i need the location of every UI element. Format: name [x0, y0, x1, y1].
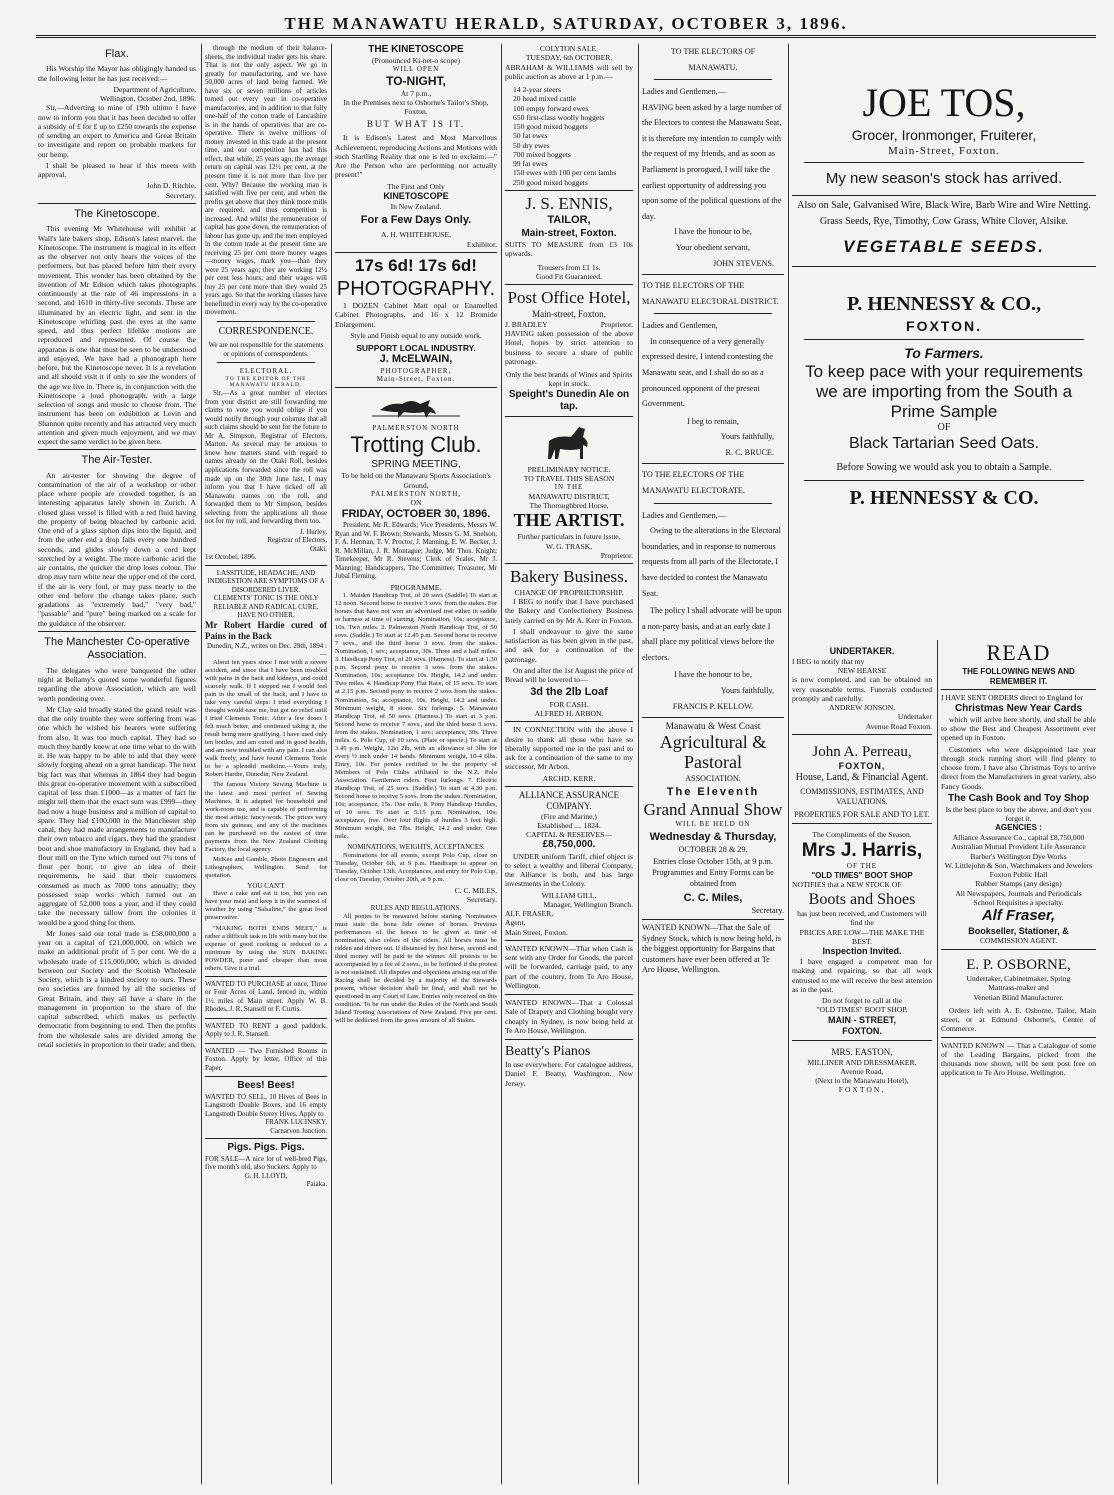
flax-date: Wellington, October 2nd, 1896.: [100, 94, 196, 104]
read-orders: I HAVE SENT ORDERS direct to England for: [941, 693, 1084, 703]
easton-name: MRS. EASTON,: [831, 1046, 893, 1057]
stock-item: 150 ewes with 100 per cent lambs: [513, 168, 617, 178]
sewing-machine-ad: The famous Victory Sewing Machine is the latest and most perfect of Sewing Machines. It is adapted for household and work-room use, and is capable of performing the most artistic fancy-work. The prices vary from six guineas, and any of the machines can be purchased on the easiest of time payments from the New Zealand Clothing Factory, the local agency.: [205, 781, 327, 853]
easton-trade: MILLINER AND DRESSMAKER,: [807, 1057, 917, 1067]
pigs-ad: FOR SALE—A nice lot of well-bred Pigs, five month's old, also Suckers. Apply to: [205, 1154, 327, 1172]
read-following: THE FOLLOWING NEWS AND REMEMBER IT.: [962, 666, 1075, 686]
flax-body-2: I shall be pleased to hear if this meets with approval.: [38, 160, 196, 180]
baking-powder-ad: "MAKING BOTH ENDS MEET," is rather a difficult task in life with many but the expense of good cooking is reduced to a minimum by using the SUN BAKING POWDER, purer and cheaper than most others. Give it a trial.: [205, 924, 327, 972]
harris-repairs: I have engaged a competent man for making and repairing, so that all work entrusted to me will receive the best attention as in the past.: [792, 957, 932, 994]
bruce-address: In consequence of a very generally expressed desire, I intend contesting the Manawatu seat, and I shall do so as a pronounced opponent of the present Government.: [642, 336, 773, 409]
read-heading: READ: [986, 640, 1051, 665]
wanted-paddock-ad: WANTED TO RENT a good paddock. Apply to J. R. Stansell.: [205, 1021, 327, 1039]
hardie-heading: Mr Robert Hardie cured of Pains in the Back: [205, 620, 327, 641]
stock-item: 50 dry ewes: [513, 140, 550, 150]
letter-date: 1st October, 1896.: [205, 553, 257, 562]
ennis-tailor: TAILOR,: [547, 214, 591, 227]
show-secretary-name: C. C. Miles,: [683, 891, 743, 904]
agency-item: Australian Mutual Provident Life Assurance: [951, 842, 1086, 852]
kellow-faithfully: Yours faithfully,: [720, 685, 774, 695]
bookseller-label: Bookseller, Stationer, &: [968, 925, 1069, 936]
manchester-continued: through the medium of their balance-sheets, the individual trader gets his share. That is not the only aspect. We go in greatly for manufacturing, and we have 50,000 acres of land being farmed. We have six or seven millions of articles turned out every year in co-operative manufactories, and in addition to that fully one-half of the cotton trade of Lancashire is in the hands of operatives that are co-operative. There is twelve millions of money invested in this trade at the present time, and our competition has had this effect, that while, 25 years ago, the average return on capital was 12½ per cent, at the present time it is not more than five per cent. Why? Because the working man is satisfied with five per cent, and when the profits get above that they think more mills are required, and thus competition is increased. And whilst the remuneration of capital has gone down, the remuneration of labour has gone up, and the men employed in the cotton trade at the present time are receiving 25 per cent more money wages—money wages, mark you—than they were 25 years ago; they are working 12½ per cent less hours, and their wages will buy 25 per cent more than they would 25 years ago. So that the working classes have benefitted in every way by the co-operative movement.: [205, 44, 327, 317]
change-of-proprietorship: CHANGE OF PROPRIETORSHIP.: [514, 587, 624, 597]
ladies-1: Ladies and Gentlemen,—: [642, 87, 726, 97]
wire-ad: Also on Sale, Galvanised Wire, Black Wire, Barb Wire and Wire Netting.: [797, 199, 1091, 211]
hotel-wines: Only the best brands of Wines and Spirits kept in stock.: [505, 370, 633, 389]
flax-intro: His Worship the Mayor has obligingly handed us the following letter he has just received:—: [38, 64, 196, 83]
trotting-horse-icon: [372, 392, 460, 420]
capital-amount: £8,750,000.: [542, 839, 596, 851]
agency-item: Rubber Stamps (any design): [975, 879, 1062, 889]
stallion-icon: [539, 421, 599, 461]
christmas-cards: Christmas New Year Cards: [954, 702, 1083, 714]
harris-prices: PRICES ARE LOW—THE MAKE THE BEST.: [799, 927, 925, 946]
trotting-pn2: PALMERSTON NORTH,: [370, 489, 462, 498]
kellow-policy: The policy I shall advocate will be upon a non-party basis, and at an early date I shall place my political views before the electors.: [642, 606, 782, 662]
trask-name: W. G. TRASK,: [545, 541, 593, 551]
to-farmers: To Farmers.: [904, 345, 984, 362]
stock-item: 14 2-year steers: [513, 85, 562, 94]
bradley-title: Proprietor.: [600, 319, 633, 329]
bruce-name: R. C. BRUCE.: [725, 447, 774, 457]
agricultural-pastoral: Agricultural & Pastoral: [659, 732, 767, 773]
have-no-other: HAVE NO OTHER.: [237, 611, 295, 620]
in-the: IN THE: [554, 483, 584, 492]
hotel-text: HAVING taken possession of the above Hotel, hopes by strict attention to business to secure a share of public patronage.: [505, 329, 633, 366]
race-programme: 1. Maiden Handicap Trot, of 20 sovs (Saddle) To start at 12 noon. Second horse to receive 3 sovs. from the stakes. For horses that have not won an advertised trot either in saddle or harness at time of starting. Nomination, 10s; acceptance, 10s. Two miles. 2. Palmerston North Handicap Trot, of 50 sovs. (Saddle.) To start at 12.45 p.m. Second horse to receive 7 sovs., and the third horse 3 sovs. from the stakes. Nomination, 1 sov.; acceptance, 30s. Three and a half miles. 3. Handicap Pony Trot, of 20 sovs. (Harness). To start at 1.30 p.m. Second pony to receive 3 sovs. from the stakes. Nomination, 10s; acceptance 10s. Height, 14.2 and under. Two miles. 4. Handicap Pony Flat Race, of 15 sovs. To start at 2.15 p.m. Second pony to receive 2 sovs from the stakes. Nomination, 5s; acceptance, 10s. Height, 14.2 and under. Minimum weight, 8 stone. Six furlongs. 5. Manawatu Handicap Trot, of 50 sovs. (Harness.) To start at 3 p.m. Second horse to receive 7 sovs., and the third horse 3 sovs. from the stakes. Nomination, 1 sov.; acceptance, 30s. Three miles. 6. Polo Cup, of 10 sovs. (Plate or specie.) To start at 3.45 p.m. Weight, 12st 2lb, with an allowance of 3lbs for every ½ inch under 14 hands. Minimum weight, 10-4 6lbs. Entry, 10s. For ponies certified to be the property of Members of Polo Clubs affiliated to the N.Z. Polo Association. Gentlemen riders. Four furlongs. 7. Electric Handicap Trot, of 25 sovs. (Saddle.) To start at 4.30 p.m. Second horse to receive 5 sovs. from the stakes. Nomination, 10s; acceptance, 15s. One mile. 8. Pony Handicap Hurdles, of 10 sovs. To start at 5.15 p.m. Nomination, 10s; acceptance, free. Over four flights of hurdles 3 feet high. Minimum weight, 8st 7lbs. Height, 14.2 and under. One mile.: [335, 592, 497, 841]
colyton-intro: ABRAHAM & WILLIAMS will sell by public auction as above at 1 p.m.—: [505, 62, 633, 81]
column-ads-1: [505, 44, 633, 1484]
stock-item: 99 fat ewes: [513, 159, 548, 168]
kinetoscope-location: In the Premises next to Osborne's Tailor's Shop, Foxton.: [343, 97, 489, 117]
colyton-date: TUESDAY, 6th OCTOBER.: [525, 53, 613, 63]
wanted-land-ad: WANTED TO PURCHASE at once, Three or Four Acres of Land, fenced in, within 1½ miles of Main street. Apply W. B. Rhodes, J. R. Stansell or F. Curtis.: [205, 979, 327, 1014]
perreau-foxton: FOXTON,: [838, 761, 886, 772]
stock-item: 150 good mixed hoggets: [513, 122, 588, 131]
alliance-agent-address: Main Street, Foxton.: [505, 927, 568, 937]
osborne-orders: Orders left with A. E. Osborne, Tailor, Main street, or at Edmund Osborne's, Centre of Commerce.: [941, 1005, 1096, 1034]
kellow-name: FRANCIS P. KELLOW.: [672, 701, 754, 711]
manchester-article: The delegates who were banqueted the other night at Bellamy's quoted some wonderful figures regarding the above Association, which are well worth pondering over.: [38, 665, 196, 703]
kinetoscope-article: This evening Mr Whitehouse will exhibit at Wall's late bakers shop, Edison's latest marvel, the Kinetoscope. The instrument is magical in its effect as the observer not only hears the voices of the performers, but has placed before him their every movement. This wonder has been obtained by the invention of Mr Edison which takes photographs continuously at the rate of 46 impressions in a second, and 1610 in thirty-five seconds. These are illuminated by an electric light, and sent in the Kinetoscope whirling past the eyes at the same speed, and thus perfect lifelike motions are reproduced and represented. Of course the apparatus is one that must be seen to be understood and enjoyed. We have had a phonograph here before, but the Kinetoscope never. It is a revelation and all should visit it if only to see the wonders of the age we live in. There is, in conjunction with the Kinetoscope a loud phonograph, with a large selection of songs and music to choose from. The instrument has been on exhibition at Levin and Shannon quite recently and has attracted very much attention and given much enjoyment, and we may expect the same verdict to be given here.: [38, 224, 196, 447]
electors-heading-3: TO THE ELECTORS OF THE MANAWATU ELECTORATE.: [642, 470, 745, 496]
wanted-known-cash: WANTED KNOWN—That when Cash is sent with any Order for Goods, the parcel will be forwarded, carriage paid, to any part of the country, from Te Aro House, Wellington.: [505, 943, 633, 990]
column-electors: [642, 44, 784, 1484]
support-local: SUPPORT LOCAL INDUSTRY.: [356, 343, 476, 354]
column-kinetoscope-trotting: [335, 44, 497, 1484]
osborne-trade-3: Venetian Blind Manufacturer.: [973, 992, 1064, 1002]
hurley-title: Registrar of Electors,: [267, 536, 327, 545]
black-tartarian-oats: Black Tartarian Seed Oats.: [848, 435, 1040, 453]
salsaline-ad: Have a cake and eat it too, but you can have your meat and keep it in the warmest of weather by using "Salsaline," the great food preservative.: [205, 890, 327, 922]
hennessy-foxton: FOXTON.: [906, 318, 982, 335]
alf-fraser: Alf Fraser,: [981, 907, 1056, 925]
harris-town: FOXTON.: [842, 1025, 882, 1036]
boots-and-shoes: Boots and Shoes: [808, 890, 916, 908]
read-text-3: Customers who were disappointed last year through stock running short will find plenty to choose from. I have also Christmas Toys to arrive direct from the Manufacturers in great variety, also Fancy Goods.: [941, 744, 1096, 791]
capital-reserves: CAPITAL & RESERVES—: [526, 830, 612, 840]
oats-of: OF: [937, 422, 951, 434]
old-times-boot-shop: "OLD TIMES" BOOT SHOP: [811, 870, 913, 880]
mcelwain-name: J. McELWAIN,: [379, 353, 453, 366]
bradley-name: J. BRADLEY: [505, 319, 548, 329]
manchester-heading: The Manchester Co-operative Association.: [44, 635, 190, 662]
lloyd-name: G. H. LLOYD,: [244, 1171, 288, 1180]
grand-annual-show: Grand Annual Show: [643, 799, 783, 819]
trotting-on: ON: [410, 498, 422, 508]
arbon-name: ALFRED H. ARBON.: [534, 709, 604, 719]
nominations-text: Nominations for all events, except Polo Cup, close on Tuesday, October 6th, at 9 p.m. Handicaps to appear on Tuesday, October 13th. Acceptances, and entry for Polo Cup, close on Tuesday, October 20th, at 9 p.m.: [335, 851, 497, 883]
trotting-club-heading: Trotting Club.: [350, 432, 482, 458]
easton-address: Avenue Road,: [840, 1066, 884, 1076]
thoroughbred: The Thoroughbred Horse,: [529, 501, 609, 511]
before-sowing: Before Sowing we would ask you to obtain a Sample.: [836, 461, 1052, 473]
show-dates: OCTOBER 28 & 29.: [678, 845, 748, 855]
colyton-sale-heading: COLYTON SALE.: [539, 44, 599, 53]
flax-from: Department of Agriculture,: [113, 84, 196, 94]
undertaker-text-1: I BEG to notify that my: [792, 656, 865, 666]
agency-item: W. Littlejohn & Son, Watchmakers and Jewelers: [944, 860, 1093, 870]
kinetoscope-description: It is Edison's Latest and Most Marvellous Achievement, reproducing Actions and Motions with such Startling Reality that one is led to exclaim:—" Are the Person who are performing not actually present!": [335, 133, 497, 180]
undertaker-text-2: is now completed, and can be obtained on very reasonable terms. Funerals conducted promptly and carefully.: [792, 675, 932, 703]
agencies-list: [941, 833, 1096, 907]
further-particulars: Further particulars in future issue.: [517, 532, 621, 542]
lassitude-ad: LASSITUDE, HEADACHE, AND INDIGESTION ARE SYMPTOMS OF A DISORDERED LIVER.: [207, 568, 325, 594]
manchester-article-3: Mr Jones said our total trade is £58,000,000 a year on a capital of £21,000,000, on which we make an additional profit of 5 per cent. We do a wholesale trade of £15,000,000, which is divided between our Society and the Scottish Wholesale Society, which is a kindred society to ours. These two societies are formed by all the societies of Great Britain, and they all have a share in the management in proportion to the share of the capital subscribed, which makes us perfectly democratic from beginning to end. Then the profits from the wholesale sales are divided among the retail societies in proportion to their trade; and then,: [38, 928, 196, 1049]
bees-heading: Bees! Bees!: [237, 1080, 295, 1092]
kinetoscope-pronunciation: (Pronounced Ki-net-o scope): [371, 56, 461, 66]
whitehouse-name: A. H. WHITEHOUSE,: [380, 230, 452, 240]
flax-heading: Flax.: [105, 48, 129, 60]
ennis-name: J. S. ENNIS,: [525, 193, 613, 213]
electors-heading-2: TO THE ELECTORS OF THE MANAWATU ELECTORAL DISTRICT.: [642, 281, 779, 306]
wanted-rooms-ad: WANTED — Two Furnished Rooms in Foxton. Apply by letter, Office of this Paper.: [205, 1046, 327, 1072]
stock-item: 650 first-class woolly hoggets: [513, 112, 605, 122]
stevens-address: HAVING been asked by a large number of the Electors to contest the Manawatu Seat, it is therefore my intention to comply with the request of my friends, and as soon as Parliament is prorogued, I will take the earliest opportunity of addressing you upon some of the political questions of the day.: [642, 102, 782, 221]
joe-tos-name: JOE TOS,: [862, 80, 1026, 125]
grass-seeds: Grass Seeds, Rye, Timothy, Cow Grass, White Clover, Alsike.: [819, 215, 1069, 227]
ladies-3: Ladies and Gentlemen,—: [642, 510, 726, 520]
photography-heading: PHOTOGRAPHY.: [336, 277, 496, 300]
vegetable-seeds: VEGETABLE SEEDS.: [843, 236, 1045, 256]
undertaker-heading: UNDERTAKER.: [829, 646, 895, 656]
flax-signature: John D. Ritchie,: [146, 181, 196, 191]
jonson-name: ANDREW JONSON,: [828, 703, 896, 713]
preliminary-notice: PRELIMINARY NOTICE.: [527, 464, 611, 474]
compliments: The Compliments of the Season.: [812, 829, 912, 839]
hardie-place: Dunedin, N.Z., writes on Dec. 29th, 1894 :—: [207, 641, 327, 659]
speights-ale: Speight's Dunedin Ale on tap.: [508, 388, 630, 412]
bakery-text: I BEG to notify that I have purchased the Bakery and Confectionery Business lately carried on by Mr A. Kerr in Foxton.: [505, 597, 633, 625]
programmes-available: Programmes and Entry Forms can be obtained from: [652, 868, 774, 888]
column-news: [38, 44, 196, 1484]
the-artist: THE ARTIST.: [513, 510, 625, 531]
miles-title: Secretary.: [466, 894, 497, 904]
alliance-text: UNDER uniform Tariff, chief object is to select a wealthy and liberal Company, the Alliance is both, and has large investments in the Colony.: [505, 851, 633, 889]
alliance-agent-label: Agent,: [505, 918, 526, 928]
for-cash: FOR CASH.: [549, 699, 589, 709]
electors-heading-1b: MANAWATU.: [688, 62, 738, 72]
column-undertaker: [792, 640, 932, 1484]
kinetoscope-will-open: WILL OPEN: [392, 65, 440, 74]
gill-name: WILLIAM GILL,: [541, 890, 597, 900]
cash-book-text: Is the best place to buy the above, and don't you forget it.: [945, 804, 1092, 824]
flax-body: Sir,—Adverting to mine of 19th ultimo I have now to inform you that it has been decided to offer a subsidy of £ for £ up to £250 towards the expense of sending an expert to America and Great Britain to investigate and report on probable markets for our hemp.: [38, 103, 196, 159]
stevens-name: JOHN STEVENS.: [713, 258, 774, 268]
fit-guaranteed: Good Fit Guaranteed.: [535, 271, 602, 281]
correspondence-heading: CORRESPONDENCE.: [218, 326, 314, 337]
harris-shop: "OLD TIMES" BOOT SHOP,: [816, 1005, 908, 1015]
kinetoscope-nz: In New Zealand.: [390, 201, 442, 211]
joe-tos-address: Main-Street, Foxton.: [888, 145, 1000, 158]
perreau-commissions: COMMISSIONS, ESTIMATES, AND VALUATIONS.: [800, 787, 924, 807]
photographer-label: PHOTOGRAPHER,: [380, 366, 452, 375]
keep-pace: To keep pace with your requirements we are importing from the South a Prime Sample: [805, 362, 1083, 421]
agency-item: Alliance Assurance Co., capital £8,750,000: [952, 833, 1085, 843]
mckee-gamble-ad: McKee and Gamble, Photo Engravers and Lithographers, Wellington. Send for quotation.: [205, 855, 327, 879]
beatty-pianos: Beatty's Pianos: [505, 1044, 591, 1060]
perreau-properties: PROPERTIES FOR SALE AND TO LET.: [794, 809, 930, 819]
photo-price: 17s 6d! 17s 6d!: [355, 255, 477, 275]
will-be-held: WILL BE HELD ON: [675, 820, 751, 829]
easton-next: (Next to the Manawatu Hotel),: [815, 1076, 909, 1086]
agency-item: All Newspapers, Journals and Periodicals: [955, 888, 1082, 898]
hurley-place: Otaki.: [309, 544, 327, 553]
stock-item: 100 empty forward ewes: [513, 103, 589, 113]
show-secretary-title: Secretary.: [751, 906, 784, 916]
stock-item: 250 good mixed hoggets: [513, 177, 588, 187]
kinetoscope-name: KINETOSCOPE: [383, 190, 449, 201]
osborne-trade-1: Undertaker, Cabinetmaker, Spring: [966, 974, 1071, 984]
commission-agent: COMMISSION AGENT.: [979, 936, 1058, 946]
harris-text-1: has just been received, and Customers will find the: [797, 909, 927, 928]
jonson-title: Undertaker: [897, 712, 932, 722]
correspondence-note: We are not responsible for the statements or opinions of correspondents.: [208, 341, 324, 358]
cash-book-toy-shop: The Cash Book and Toy Shop: [948, 792, 1089, 804]
alliance-heading: ALLIANCE ASSURANCE COMPANY.: [518, 789, 620, 811]
wanted-known-catalogue: WANTED KNOWN — That a Catalogue of some of the Leading Bargains, picked from the thousands now shown, will be sent post free on application to Te Aro House, Wellington.: [941, 1040, 1096, 1078]
manchester-article-2: Mr Clay said broadly stated the grand result was that the only trouble they were suffering from was one which he wished his hearers were suffering from also. It was too much capital. They had so much they hardly knew at one time what to do with it. He was happy to be able to add that they were slowly forging ahead on a great handicap. The next big fact was that whereas in 1864 they had begun this great co-operative movement with a subscribed capital of less than £1000—as a matter of fact he might tell them that the exact sum was £999—they had now a huge business and a million of capital to spare. They had £100,000 in the Manchester ship canal, they had made arrangements to manufacture their own tobacco and cigars, they had the grandest boot and shoe manufactory in England, they had a flour mill on the Tyne which turned out 7½ tons of flour per hour; to give an idea of their requirements, he said that their customers consumed as much as 7000 tons annually; they possessed soap works which turned out an aggregate of 52,000 tons a year, and if they could take the necessary tallow from the colonies it would be a good thing for them.: [38, 704, 196, 927]
hotel-address: Main-street, Foxton.: [532, 308, 606, 319]
masthead: [36, 8, 1096, 38]
lucinsky-place: Carnarvon Junction.: [270, 1126, 327, 1135]
bruce-remain: I beg to remain,: [687, 416, 739, 426]
hardie-testimonial: About ten years since I met with a severe accident, and since that I have been troubled with pains in the back and kidneys, and could scarcely walk. If I stepped out I would feel pain in the small of the back, and I have to take very careful steps. I tried everything I thought would ease me, but got no relief until I tried Clements Tonic. After a few doses I felt much better, and continued taking it, the result being more gratifying. I have used only ten bottles, and am cured and in good health, and am now troubled with any pain. I can also walk freely, and have found Clements Tonic to be a splendid medicine.—Yours truly, Robert Hardie, Dunedin, New Zealand.: [205, 659, 327, 779]
lucinsky-name: FRANK LUCINSKY,: [265, 1118, 327, 1127]
hennessy-heading: P. HENNESSY & CO.,: [846, 293, 1042, 316]
hurley-signature: J. Hurley,: [300, 527, 327, 536]
stock-item: 700 mixed hoggets: [513, 149, 571, 159]
show-association: Manawatu & West Coast: [665, 722, 761, 733]
perreau-name: John A. Perreau,: [812, 743, 912, 760]
mcelwain-address: Main-Street, Foxton.: [376, 375, 456, 384]
electors-heading-1: TO THE ELECTORS OF: [670, 47, 756, 56]
alliance-agent-name: ALF. FRASER,: [505, 909, 554, 919]
harris-notifies: NOTIFIES that a NEW STOCK OF: [792, 880, 902, 890]
beatty-text: In use everywhere. For catalogue address, Daniel F. Beatty, Washington, New Jersey.: [505, 1060, 633, 1088]
joe-tos-trade: Grocer, Ironmonger, Fruiterer,: [851, 127, 1037, 143]
electoral-heading: ELECTORAL.: [239, 367, 293, 376]
mrs-harris: Mrs J. Harris,: [801, 839, 923, 861]
jonson-address: Avenue Road Foxton.: [865, 721, 932, 731]
easton-town: FOXTON.: [838, 1085, 886, 1095]
harris-of-the: OF THE: [846, 862, 878, 871]
the-eleventh: The Eleventh: [666, 785, 760, 798]
agencies-heading: AGENCIES :: [995, 823, 1042, 833]
flax-signature-title: Secretary.: [165, 190, 196, 200]
kerr-notice: IN CONNECTION with the above I desire to thank all those who have so liberally supported me in the past and to ask for a continuation of the same to my successor, Mr Arbon.: [505, 725, 633, 772]
hurley-letter: Sir,—As a great number of electors from your district are still forwarding me claims to vote you would oblige if you would notify through your columns that all such claims should be sent for the future to Mr A. Simpson, Registrar of Electors, Marton. As several may be anxious to know how matters stand with regard to names already on the Otaki Roll, besides applications forwarded since the roll was made up on the 30th June last, I may inform you that I have ticked off all Manawatu names on the roll, and forwarded them to Mr Simpson, besides selecting from the applications all those not for my roll, and forwarding them too.: [205, 389, 327, 526]
bakery-heading: Bakery Business.: [509, 567, 629, 587]
perreau-trade: House, Land, & Financial Agent.: [795, 772, 929, 784]
established: Established .... 1824.: [537, 820, 601, 830]
trotting-officers: President, Mr R. Edwards; Vice Presidents, Messrs W. Ryan and W. F. Brown; Stewards, Messrs G. M. Snelson, F. A. Herman, T. V. Proctor, J. Manning, E. W. Becker, J. R. McMillan, J. R. Montague; Judge, Mr Thos. Knight; Timekeeper, Mr R. Stevens; Clerk of Scales, Mr J. Manning; Handicappers, The Committee; Treasurer, Mr Jubal Fleming.: [335, 521, 497, 581]
show-days: Wednesday & Thursday,: [649, 831, 777, 844]
gill-title: Manager, Wellington Branch.: [543, 899, 633, 909]
masthead-title: THE MANAWATU HERALD, SATURDAY, OCTOBER 3, 1896.: [284, 14, 848, 33]
rules-text: All ponies to be measured before starting. Nominators must state the bona fide owner of horses. Previous performances of the horses to be given at time of nomination, also colors of the riders. All horses must be ridden and driven out. If distanced by first horse, second and third money will be paid to the winner. All protests to be accompanied by a fee of 2 sovs., to be forfeited if the protest is not sustained. All disputes and objections arising out of the Racing shall be decided by a majority of the Stewards present, whose decision shall be final, and shall not be questioned in any Court of Law. Entries only received on this condition. To be run under the Rules of the North and South Island Trotting Associations of New Zealand. Five per cent. will be deducted from the gross amount of all Stakes.: [335, 912, 497, 1025]
photography-style: Style and Finish equal to any outside work.: [350, 330, 482, 340]
trotting-pn: PALMERSTON NORTH: [372, 423, 460, 432]
kellow-honour: I have the honour to be,: [674, 670, 752, 680]
hennessy-footer: P. HENNESSY & CO.: [849, 486, 1039, 509]
agency-item: Barber's Wellington Dye Works: [970, 851, 1067, 861]
suits-ad: SUITS TO MEASURE from £3 10s upwards.: [505, 240, 633, 259]
column-bookseller: [941, 640, 1096, 1484]
agency-item: Foxton Public Hall: [989, 870, 1048, 880]
fire-marine: (Fire and Marine.): [541, 811, 597, 821]
wanted-known-drapery: WANTED KNOWN—That a Colossal Sale of Drapery and Clothing bought very cheaply in Sydney, is now being held at Te Aro House, Wellington.: [505, 998, 633, 1035]
kinetoscope-time: At 7 p.m.,: [400, 88, 432, 98]
ladies-2: Ladies and Gentlemen,: [642, 321, 718, 331]
wanted-known-sydney: WANTED KNOWN—That the Sale of Sydney Stock, which is now being held, is the biggest opportunity for Bargains that customers have ever been offered at Te Aro House, Wellington.: [642, 922, 781, 975]
kinetoscope-heading: The Kinetoscope.: [74, 207, 160, 220]
bakery-text-3: On and after the 1st August the price of Bread will be lowered to—: [505, 665, 633, 685]
exhibitor-label: Exhibitor.: [466, 239, 497, 249]
new-hearse: NEW HEARSE: [837, 666, 887, 676]
travel-season: TO TRAVEL THIS SEASON: [523, 474, 615, 484]
trousers-price: Trousers from £1 1s.: [537, 262, 601, 272]
kinetoscope-tonight: TO-NIGHT,: [386, 73, 446, 88]
stevens-honour: I have the honour to be,: [674, 227, 752, 237]
airtester-article: An air-tester for showing the degree of contamination of the air of a workshop or other place where people are crowded together, is an interesting apparatus lately shown in Zurich. A closed glass vessel is filled with a red fluid having the property of being bleached by carbonic acid. One end of a glass siphon dips into the liquid, and from the other end a drop falls every one hundred seconds, and glides slowly down a cord kept stretched by a weight. The more carbonic acid the air contains, the quicker the drop loses colour. The drop may turn white near the upper end of the cord, if the air is very foul, or may pass nearly to the other end before the change takes place, such gradations as "extremely bad," "very bad," "passable" and "pure" being marked on a scale for the guidance of the observer.: [38, 470, 196, 628]
association-label: ASSOCIATION.: [685, 774, 741, 784]
trotting-venue: To be held on the Manawatu Sports Association's Ground,: [341, 471, 491, 490]
to-editor: TO THE EDITOR OF THE MANAWATU HERALD.: [225, 375, 307, 389]
bruce-faithfully: Yours faithfully,: [720, 432, 774, 442]
spring-meeting: SPRING MEETING,: [371, 459, 461, 471]
kellow-address: Owing to the alterations in the Electoral boundaries, and in response to numerous requests from all parts of the Electorate, I have decided to contest the Manawatu Seat.: [642, 526, 781, 598]
osborne-name: E. P. OSBORNE,: [966, 956, 1071, 973]
kerr-name: ARCHD. KERR.: [542, 773, 596, 783]
column-display-ads: [792, 44, 1096, 599]
stock-item: 50 fat ewes: [513, 131, 548, 141]
miles-name: C. C. MILES,: [454, 885, 497, 895]
new-season-stock: My new season's stock has arrived.: [825, 170, 1063, 188]
post-office-hotel: Post Office Hotel,: [507, 288, 631, 308]
harris-street: MAIN - STREET,: [827, 1014, 896, 1025]
stevens-servant: Your obedient servant,: [676, 242, 750, 252]
airtester-heading: The Air-Tester.: [81, 454, 153, 467]
trotting-date: FRIDAY, OCTOBER 30, 1896.: [341, 507, 491, 520]
stock-item: 20 head mixed cattle: [513, 94, 577, 104]
column-correspondence: [205, 44, 327, 1484]
rules-heading: RULES AND REGULATIONS.: [370, 904, 462, 913]
kinetoscope-first: The First and Only: [387, 181, 445, 191]
lloyd-place: Paiaka.: [306, 1180, 327, 1189]
read-text-2: which will arrive here shortly, and shall be able to show the Best and Cheapest Assortment ever opened up in Foxton.: [941, 714, 1096, 743]
nominations-heading: NOMINATIONS, WEIGHTS, ACCEPTANCES.: [347, 843, 485, 852]
programme-heading: PROGRAMME.: [390, 582, 442, 592]
harris-call: Do not forget to call at the: [822, 996, 902, 1006]
osborne-trade-2: Mattrass-maker and: [988, 983, 1049, 993]
kinetoscope-but-what: BUT WHAT IS IT.: [366, 119, 466, 130]
kinetoscope-ad-title: THE KINETOSCOPE: [368, 44, 464, 55]
entries-close: Entries close October 15th, at 9 p.m.: [653, 856, 773, 866]
clements-tonic-ad: CLEMENTS' TONIC IS THE ONLY RELIABLE AND RADICAL CURE.: [213, 594, 319, 611]
few-days-only: For a Few Days Only.: [360, 214, 472, 227]
trask-title: Proprietor.: [600, 550, 633, 560]
bakery-text-2: I shall endeavour to give the same satisfaction as has been given in the past, and ask for a continuation of the patronage.: [505, 626, 633, 664]
district-name: MANAWATU DISTRICT,: [528, 491, 610, 501]
bees-ad: WANTED TO SELL, 10 Hives of Bees in Langstroth Double Boxes, and 16 empty Langstroth Double Storey Hives. Apply to: [205, 1092, 327, 1118]
pigs-heading: Pigs. Pigs. Pigs.: [227, 1142, 305, 1154]
stock-list: [505, 85, 633, 187]
loaf-price: 3d the 2lb Loaf: [530, 686, 608, 699]
photography-offer: 1 DOZEN Cabinet Matt opal or Enamelled Cabinet Photographs, and 16 x 12 Bromide Enlargement.: [335, 301, 497, 329]
inspection-invited: Inspection Invited.: [822, 946, 902, 957]
you-cant: YOU CAN'T: [247, 881, 285, 890]
ennis-address: Main-street, Foxton.: [521, 227, 617, 239]
agency-item: School Requisites a specialty.: [973, 897, 1064, 907]
